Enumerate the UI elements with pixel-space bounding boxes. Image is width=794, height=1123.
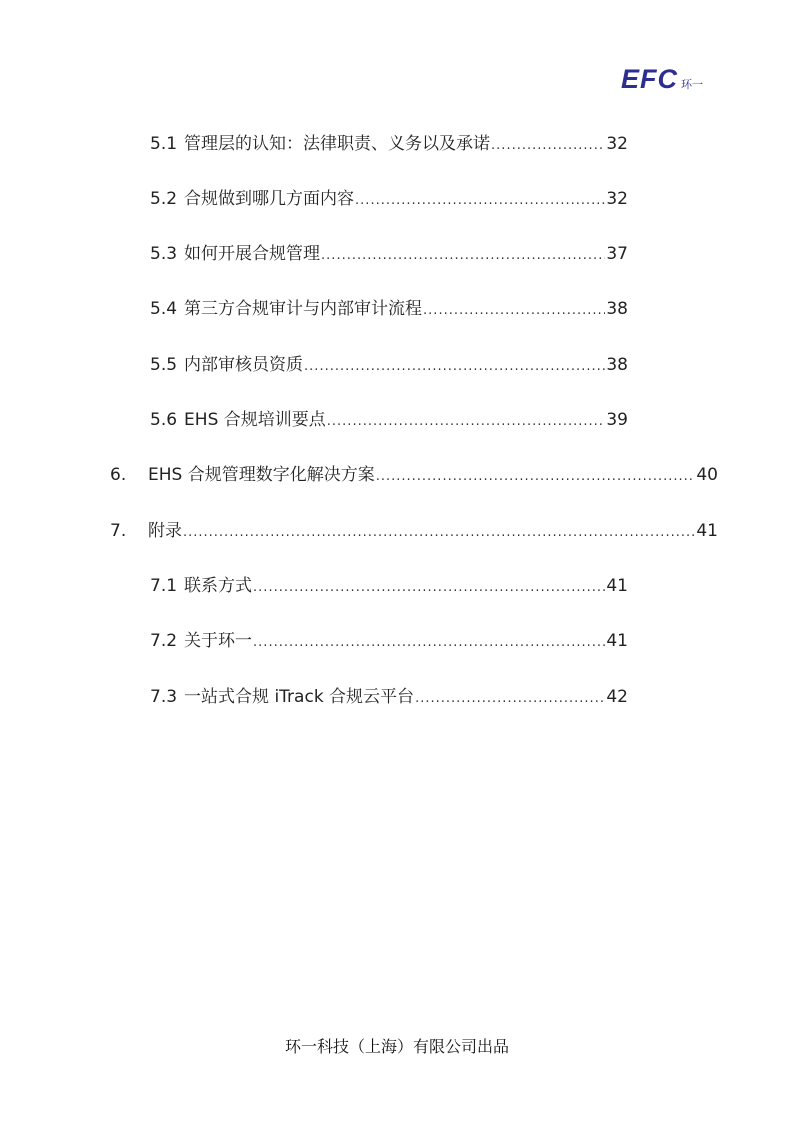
toc-leader [304,356,605,378]
toc-title: 联系方式 [184,576,253,596]
toc-number: 7.3 [150,687,178,707]
toc-title: 管理层的认知：法律职责、义务以及承诺 [184,134,491,154]
toc-title: 一站式合规 iTrack 合规云平台 [184,687,415,707]
toc-leader [415,688,605,710]
toc-page-number: 38 [606,299,628,319]
toc-leader [183,522,695,544]
toc-page-number: 41 [606,631,628,651]
toc-title: 如何开展合规管理 [184,244,321,264]
toc-entry-7[interactable] [110,520,718,542]
toc-number: 7.2 [150,631,178,651]
toc-entry-7-3[interactable] [150,686,628,708]
toc-title: 内部审核员资质 [184,355,304,375]
page-footer: 环一科技（上海）有限公司出品 [284,1037,509,1056]
toc-number: 5.2 [150,189,178,209]
toc-entry-7-1[interactable] [150,575,628,597]
toc-entry-5-1[interactable] [150,133,628,155]
logo-mark: EFC [621,64,678,94]
toc-page-number: 39 [606,410,628,430]
toc-page-number: 41 [696,521,718,541]
toc-title: 合规做到哪几方面内容 [184,189,355,209]
toc-title: 第三方合规审计与内部审计流程 [184,299,423,319]
toc-page-number: 41 [606,576,628,596]
toc-page-number: 42 [606,687,628,707]
toc-number: 7.1 [150,576,178,596]
toc-leader [327,411,606,433]
toc-page-number: 38 [606,355,628,375]
toc-title: 附录 [148,521,182,541]
toc-leader [253,632,605,654]
toc-title: EHS 合规培训要点 [184,410,326,430]
toc-number: 5.6 [150,410,178,430]
toc-leader [355,190,605,212]
company-logo [621,64,703,95]
toc-leader [491,135,605,157]
toc-title: EHS 合规管理数字化解决方案 [148,465,375,485]
toc-number: 6. [110,465,127,485]
logo-subtitle: 环一 [681,78,703,91]
toc-entry-5-4[interactable] [150,298,628,320]
toc-page-number: 40 [696,465,718,485]
toc-number: 5.5 [150,355,178,375]
toc-page-number: 32 [606,134,628,154]
toc-number: 5.4 [150,299,178,319]
toc-number: 5.1 [150,134,178,154]
toc-entry-5-5[interactable] [150,354,628,376]
toc-leader [376,466,696,488]
toc-number: 7. [110,521,127,541]
toc-entry-5-2[interactable] [150,188,628,210]
toc-number: 5.3 [150,244,178,264]
toc-page-number: 32 [606,189,628,209]
toc-title: 关于环一 [184,631,253,651]
toc-leader [253,577,605,599]
toc-leader [423,300,605,322]
toc-entry-5-3[interactable] [150,243,628,265]
toc-page-number: 37 [606,244,628,264]
toc-leader [321,245,605,267]
toc-entry-5-6[interactable] [150,409,628,431]
toc-entry-6[interactable] [110,464,718,486]
toc-entry-7-2[interactable] [150,630,628,652]
